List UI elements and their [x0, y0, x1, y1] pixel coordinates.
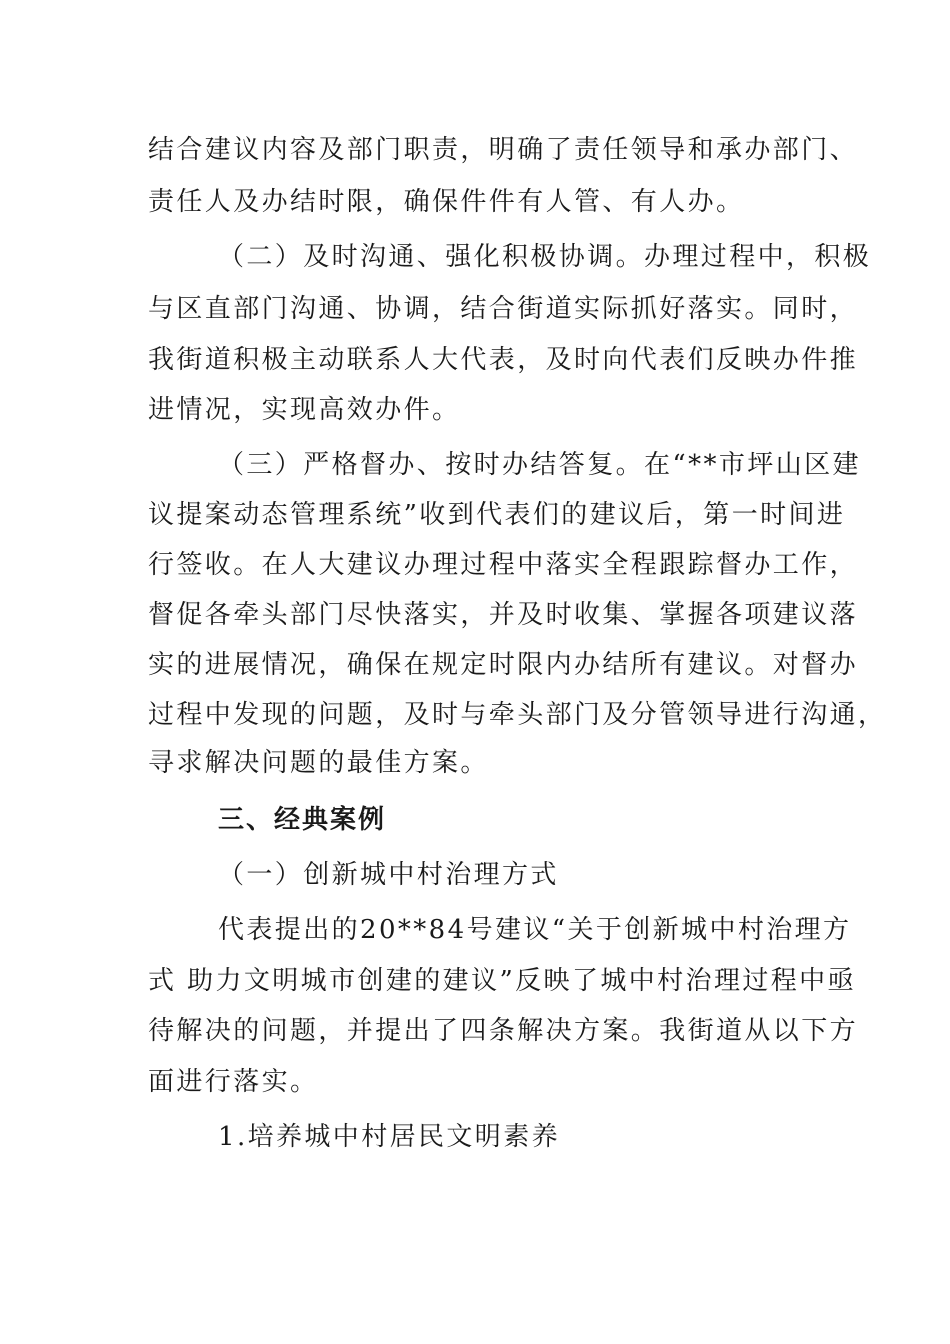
paragraph-heading-3: （三）严格督办、按时办结答复。在“**市坪山区建: [218, 450, 861, 480]
body-text-line: 寻求解决问题的最佳方案。: [148, 748, 489, 778]
body-text-line: 待解决的问题，并提出了四条解决方案。我街道从以下方: [148, 1016, 859, 1046]
body-text-line: 进情况，实现高效办件。: [148, 395, 461, 425]
numbered-item-1: 1.培养城中村居民文明素养: [218, 1122, 561, 1152]
body-text-line: 代表提出的20**84号建议“关于创新城中村治理方: [218, 915, 852, 945]
body-text-line: 议提案动态管理系统”收到代表们的建议后，第一时间进: [148, 500, 846, 530]
body-text-line: 我街道积极主动联系人大代表，及时向代表们反映办件推: [148, 345, 859, 375]
body-text-line: 过程中发现的问题，及时与牵头部门及分管领导进行沟通，: [148, 700, 887, 730]
body-text-line: 式 助力文明城市创建的建议”反映了城中村治理过程中亟: [148, 966, 856, 996]
body-text-line: 督促各牵头部门尽快落实，并及时收集、掌握各项建议落: [148, 600, 859, 630]
body-text-line: 行签收。在人大建议办理过程中落实全程跟踪督办工作，: [148, 550, 859, 580]
section-title: 三、经典案例: [218, 805, 387, 835]
body-text-line: 面进行落实。: [148, 1067, 319, 1097]
body-text-line: 结合建议内容及部门职责，明确了责任领导和承办部门、: [148, 135, 859, 165]
body-text-line: 实的进展情况，确保在规定时限内办结所有建议。对督办: [148, 650, 859, 680]
paragraph-heading-2: （二）及时沟通、强化积极协调。办理过程中，积极: [218, 242, 872, 272]
body-text-line: 责任人及办结时限，确保件件有人管、有人办。: [148, 187, 745, 217]
subsection-title: （一）创新城中村治理方式: [218, 860, 559, 890]
body-text-line: 与区直部门沟通、协调，结合街道实际抓好落实。同时，: [148, 294, 859, 324]
